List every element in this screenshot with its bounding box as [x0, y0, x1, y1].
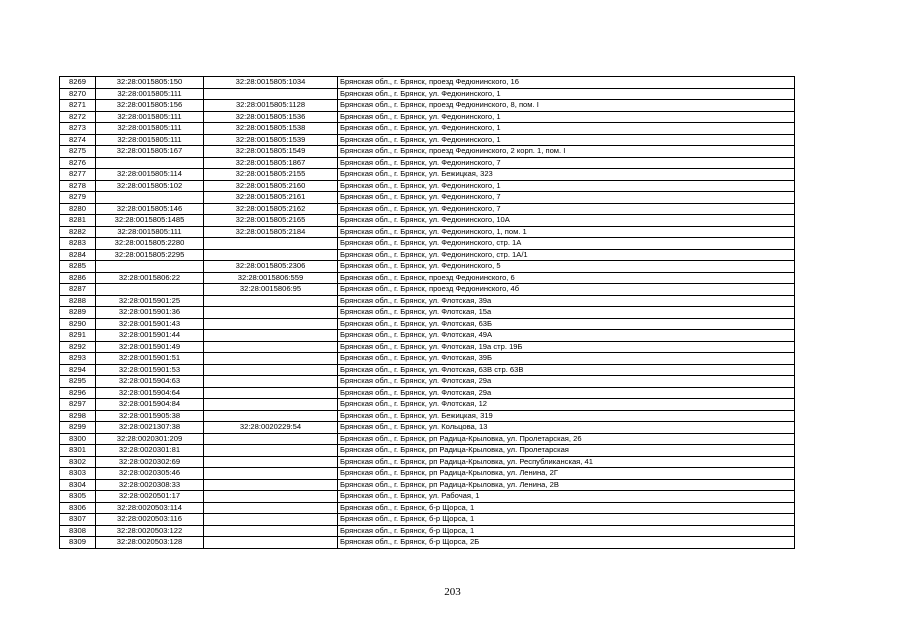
- address-cell: Брянская обл., г. Брянск, ул. Федюнинского, стр. 1А/1: [338, 249, 795, 261]
- address-cell: Брянская обл., г. Брянск, рп Радица-Крыловка, ул. Республиканская, 41: [338, 456, 795, 468]
- table-row: [60, 249, 795, 261]
- object-number-cell: [204, 318, 338, 330]
- cadastral-number-cell: [96, 284, 204, 296]
- table-row: [60, 226, 795, 238]
- object-number-cell: 32:28:0015805:1538: [204, 123, 338, 135]
- address-cell: Брянская обл., г. Брянск, ул. Бежицкая, 319: [338, 410, 795, 422]
- table-row: [60, 111, 795, 123]
- object-number-cell: [204, 479, 338, 491]
- row-number-cell: 8275: [60, 146, 96, 158]
- row-number-cell: 8276: [60, 157, 96, 169]
- cadastral-number-cell: 32:28:0015805:2280: [96, 238, 204, 250]
- cadastral-number-cell: 32:28:0015901:51: [96, 353, 204, 365]
- object-number-cell: [204, 341, 338, 353]
- cadastral-number-cell: [96, 261, 204, 273]
- cadastral-number-cell: 32:28:0015901:49: [96, 341, 204, 353]
- row-number-cell: 8279: [60, 192, 96, 204]
- object-number-cell: [204, 445, 338, 457]
- row-number-cell: 8304: [60, 479, 96, 491]
- address-cell: Брянская обл., г. Брянск, ул. Флотская, 39Б: [338, 353, 795, 365]
- address-cell: Брянская обл., г. Брянск, ул. Рабочая, 1: [338, 491, 795, 503]
- object-number-cell: [204, 353, 338, 365]
- cadastral-number-cell: 32:28:0015805:114: [96, 169, 204, 181]
- object-number-cell: 32:28:0015805:2155: [204, 169, 338, 181]
- cadastral-number-cell: 32:28:0015904:63: [96, 376, 204, 388]
- address-cell: Брянская обл., г. Брянск, б-р Щорса, 1: [338, 502, 795, 514]
- object-number-cell: [204, 433, 338, 445]
- cadastral-table-body: [60, 77, 795, 549]
- address-cell: Брянская обл., г. Брянск, ул. Федюнинского, 1: [338, 88, 795, 100]
- table-row: [60, 272, 795, 284]
- address-cell: Брянская обл., г. Брянск, ул. Флотская, 29а: [338, 376, 795, 388]
- object-number-cell: [204, 249, 338, 261]
- row-number-cell: 8286: [60, 272, 96, 284]
- object-number-cell: 32:28:0015805:1034: [204, 77, 338, 89]
- cadastral-number-cell: 32:28:0015805:156: [96, 100, 204, 112]
- object-number-cell: 32:28:0015805:1539: [204, 134, 338, 146]
- table-row: [60, 157, 795, 169]
- table-row: [60, 307, 795, 319]
- address-cell: Брянская обл., г. Брянск, ул. Кольцова, 13: [338, 422, 795, 434]
- page-number: 203: [444, 586, 461, 598]
- table-row: [60, 238, 795, 250]
- table-row: [60, 341, 795, 353]
- cadastral-number-cell: [96, 192, 204, 204]
- cadastral-number-cell: 32:28:0015805:146: [96, 203, 204, 215]
- cadastral-number-cell: 32:28:0015805:111: [96, 123, 204, 135]
- cadastral-number-cell: 32:28:0015904:84: [96, 399, 204, 411]
- address-cell: Брянская обл., г. Брянск, б-р Щорса, 1: [338, 514, 795, 526]
- table-row: [60, 468, 795, 480]
- row-number-cell: 8297: [60, 399, 96, 411]
- object-number-cell: 32:28:0015805:1867: [204, 157, 338, 169]
- object-number-cell: [204, 295, 338, 307]
- object-number-cell: [204, 330, 338, 342]
- cadastral-number-cell: 32:28:0015805:167: [96, 146, 204, 158]
- object-number-cell: [204, 376, 338, 388]
- address-cell: Брянская обл., г. Брянск, проезд Федюнинского, 16: [338, 77, 795, 89]
- cadastral-number-cell: 32:28:0015805:111: [96, 111, 204, 123]
- table-row: [60, 77, 795, 89]
- row-number-cell: 8303: [60, 468, 96, 480]
- address-cell: Брянская обл., г. Брянск, ул. Федюнинского, 1: [338, 111, 795, 123]
- address-cell: Брянская обл., г. Брянск, рп Радица-Крыловка, ул. Пролетарская, 26: [338, 433, 795, 445]
- address-cell: Брянская обл., г. Брянск, б-р Щорса, 2Б: [338, 537, 795, 549]
- table-row: [60, 146, 795, 158]
- cadastral-number-cell: 32:28:0020302:69: [96, 456, 204, 468]
- address-cell: Брянская обл., г. Брянск, рп Радица-Крыловка, ул. Ленина, 2Г: [338, 468, 795, 480]
- row-number-cell: 8285: [60, 261, 96, 273]
- table-row: [60, 399, 795, 411]
- cadastral-table: [59, 76, 795, 549]
- table-row: [60, 100, 795, 112]
- object-number-cell: 32:28:0015805:1536: [204, 111, 338, 123]
- row-number-cell: 8270: [60, 88, 96, 100]
- table-row: [60, 433, 795, 445]
- object-number-cell: [204, 399, 338, 411]
- table-row: [60, 422, 795, 434]
- object-number-cell: 32:28:0020229:54: [204, 422, 338, 434]
- row-number-cell: 8277: [60, 169, 96, 181]
- cadastral-number-cell: 32:28:0015805:111: [96, 226, 204, 238]
- object-number-cell: [204, 468, 338, 480]
- address-cell: Брянская обл., г. Брянск, ул. Флотская, 12: [338, 399, 795, 411]
- cadastral-number-cell: 32:28:0020503:122: [96, 525, 204, 537]
- table-row: [60, 192, 795, 204]
- cadastral-number-cell: 32:28:0015806:22: [96, 272, 204, 284]
- address-cell: Брянская обл., г. Брянск, проезд Федюнинского, 6: [338, 272, 795, 284]
- address-cell: Брянская обл., г. Брянск, рп Радица-Крыловка, ул. Ленина, 2В: [338, 479, 795, 491]
- cadastral-number-cell: 32:28:0015901:43: [96, 318, 204, 330]
- address-cell: Брянская обл., г. Брянск, ул. Флотская, 29а: [338, 387, 795, 399]
- table-row: [60, 284, 795, 296]
- address-cell: Брянская обл., г. Брянск, б-р Щорса, 1: [338, 525, 795, 537]
- row-number-cell: 8269: [60, 77, 96, 89]
- object-number-cell: 32:28:0015805:2306: [204, 261, 338, 273]
- address-cell: Брянская обл., г. Брянск, ул. Федюнинского, 1: [338, 180, 795, 192]
- cadastral-number-cell: 32:28:0015901:53: [96, 364, 204, 376]
- table-row: [60, 330, 795, 342]
- table-row: [60, 491, 795, 503]
- table-row: [60, 479, 795, 491]
- row-number-cell: 8278: [60, 180, 96, 192]
- cadastral-number-cell: 32:28:0020305:46: [96, 468, 204, 480]
- row-number-cell: 8284: [60, 249, 96, 261]
- table-row: [60, 295, 795, 307]
- table-row: [60, 169, 795, 181]
- cadastral-number-cell: 32:28:0020501:17: [96, 491, 204, 503]
- cadastral-number-cell: 32:28:0015901:36: [96, 307, 204, 319]
- row-number-cell: 8306: [60, 502, 96, 514]
- table-row: [60, 134, 795, 146]
- row-number-cell: 8281: [60, 215, 96, 227]
- row-number-cell: 8272: [60, 111, 96, 123]
- address-cell: Брянская обл., г. Брянск, ул. Бежицкая, 323: [338, 169, 795, 181]
- cadastral-number-cell: 32:28:0021307:38: [96, 422, 204, 434]
- row-number-cell: 8288: [60, 295, 96, 307]
- table-row: [60, 353, 795, 365]
- address-cell: Брянская обл., г. Брянск, ул. Федюнинского, 1: [338, 123, 795, 135]
- row-number-cell: 8290: [60, 318, 96, 330]
- row-number-cell: 8273: [60, 123, 96, 135]
- table-row: [60, 88, 795, 100]
- table-row: [60, 123, 795, 135]
- cadastral-number-cell: 32:28:0020503:128: [96, 537, 204, 549]
- cadastral-number-cell: 32:28:0015805:2295: [96, 249, 204, 261]
- object-number-cell: 32:28:0015806:95: [204, 284, 338, 296]
- row-number-cell: 8271: [60, 100, 96, 112]
- row-number-cell: 8307: [60, 514, 96, 526]
- table-row: [60, 215, 795, 227]
- object-number-cell: [204, 525, 338, 537]
- row-number-cell: 8309: [60, 537, 96, 549]
- row-number-cell: 8287: [60, 284, 96, 296]
- address-cell: Брянская обл., г. Брянск, ул. Федюнинского, 7: [338, 192, 795, 204]
- object-number-cell: [204, 88, 338, 100]
- object-number-cell: [204, 307, 338, 319]
- object-number-cell: [204, 502, 338, 514]
- cadastral-number-cell: 32:28:0015805:150: [96, 77, 204, 89]
- object-number-cell: 32:28:0015805:2184: [204, 226, 338, 238]
- object-number-cell: [204, 537, 338, 549]
- address-cell: Брянская обл., г. Брянск, рп Радица-Крыловка, ул. Пролетарская: [338, 445, 795, 457]
- row-number-cell: 8291: [60, 330, 96, 342]
- object-number-cell: [204, 387, 338, 399]
- address-cell: Брянская обл., г. Брянск, проезд Федюнинского, 2 корп. 1, пом. I: [338, 146, 795, 158]
- row-number-cell: 8283: [60, 238, 96, 250]
- object-number-cell: [204, 364, 338, 376]
- address-cell: Брянская обл., г. Брянск, проезд Федюнинского, 4б: [338, 284, 795, 296]
- row-number-cell: 8282: [60, 226, 96, 238]
- row-number-cell: 8280: [60, 203, 96, 215]
- table-row: [60, 456, 795, 468]
- row-number-cell: 8301: [60, 445, 96, 457]
- object-number-cell: 32:28:0015805:1549: [204, 146, 338, 158]
- cadastral-number-cell: 32:28:0015901:25: [96, 295, 204, 307]
- cadastral-number-cell: 32:28:0015904:64: [96, 387, 204, 399]
- table-row: [60, 364, 795, 376]
- row-number-cell: 8293: [60, 353, 96, 365]
- cadastral-number-cell: [96, 157, 204, 169]
- address-cell: Брянская обл., г. Брянск, ул. Флотская, 39а: [338, 295, 795, 307]
- table-row: [60, 180, 795, 192]
- table-row: [60, 525, 795, 537]
- object-number-cell: 32:28:0015805:2162: [204, 203, 338, 215]
- address-cell: Брянская обл., г. Брянск, ул. Федюнинского, 7: [338, 157, 795, 169]
- table-row: [60, 387, 795, 399]
- cadastral-number-cell: 32:28:0015805:102: [96, 180, 204, 192]
- cadastral-number-cell: 32:28:0020301:81: [96, 445, 204, 457]
- object-number-cell: [204, 456, 338, 468]
- address-cell: Брянская обл., г. Брянск, ул. Федюнинского, 1, пом. 1: [338, 226, 795, 238]
- address-cell: Брянская обл., г. Брянск, ул. Федюнинского, 10А: [338, 215, 795, 227]
- cadastral-number-cell: 32:28:0020503:114: [96, 502, 204, 514]
- table-row: [60, 445, 795, 457]
- address-cell: Брянская обл., г. Брянск, ул. Флотская, 63В стр. 63В: [338, 364, 795, 376]
- address-cell: Брянская обл., г. Брянск, ул. Флотская, 19а стр. 19Б: [338, 341, 795, 353]
- object-number-cell: 32:28:0015805:2165: [204, 215, 338, 227]
- row-number-cell: 8308: [60, 525, 96, 537]
- cadastral-number-cell: 32:28:0015805:1485: [96, 215, 204, 227]
- row-number-cell: 8299: [60, 422, 96, 434]
- cadastral-number-cell: 32:28:0015901:44: [96, 330, 204, 342]
- table-row: [60, 537, 795, 549]
- row-number-cell: 8300: [60, 433, 96, 445]
- object-number-cell: [204, 514, 338, 526]
- address-cell: Брянская обл., г. Брянск, ул. Флотская, 63Б: [338, 318, 795, 330]
- object-number-cell: 32:28:0015806:559: [204, 272, 338, 284]
- cadastral-number-cell: 32:28:0015905:38: [96, 410, 204, 422]
- row-number-cell: 8302: [60, 456, 96, 468]
- row-number-cell: 8274: [60, 134, 96, 146]
- table-row: [60, 514, 795, 526]
- table-row: [60, 261, 795, 273]
- table-row: [60, 410, 795, 422]
- object-number-cell: [204, 491, 338, 503]
- row-number-cell: 8289: [60, 307, 96, 319]
- object-number-cell: [204, 410, 338, 422]
- address-cell: Брянская обл., г. Брянск, ул. Федюнинского, 5: [338, 261, 795, 273]
- object-number-cell: 32:28:0015805:1128: [204, 100, 338, 112]
- row-number-cell: 8305: [60, 491, 96, 503]
- address-cell: Брянская обл., г. Брянск, ул. Федюнинского, стр. 1А: [338, 238, 795, 250]
- address-cell: Брянская обл., г. Брянск, ул. Флотская, 15а: [338, 307, 795, 319]
- table-row: [60, 318, 795, 330]
- cadastral-number-cell: 32:28:0020308:33: [96, 479, 204, 491]
- address-cell: Брянская обл., г. Брянск, ул. Федюнинского, 1: [338, 134, 795, 146]
- address-cell: Брянская обл., г. Брянск, проезд Федюнинского, 8, пом. I: [338, 100, 795, 112]
- cadastral-number-cell: 32:28:0015805:111: [96, 134, 204, 146]
- object-number-cell: 32:28:0015805:2160: [204, 180, 338, 192]
- cadastral-number-cell: 32:28:0020503:116: [96, 514, 204, 526]
- row-number-cell: 8292: [60, 341, 96, 353]
- address-cell: Брянская обл., г. Брянск, ул. Флотская, 49А: [338, 330, 795, 342]
- row-number-cell: 8296: [60, 387, 96, 399]
- cadastral-number-cell: 32:28:0015805:111: [96, 88, 204, 100]
- table-row: [60, 203, 795, 215]
- row-number-cell: 8298: [60, 410, 96, 422]
- object-number-cell: [204, 238, 338, 250]
- address-cell: Брянская обл., г. Брянск, ул. Федюнинского, 7: [338, 203, 795, 215]
- row-number-cell: 8294: [60, 364, 96, 376]
- table-row: [60, 502, 795, 514]
- table-row: [60, 376, 795, 388]
- row-number-cell: 8295: [60, 376, 96, 388]
- cadastral-number-cell: 32:28:0020301:209: [96, 433, 204, 445]
- object-number-cell: 32:28:0015805:2161: [204, 192, 338, 204]
